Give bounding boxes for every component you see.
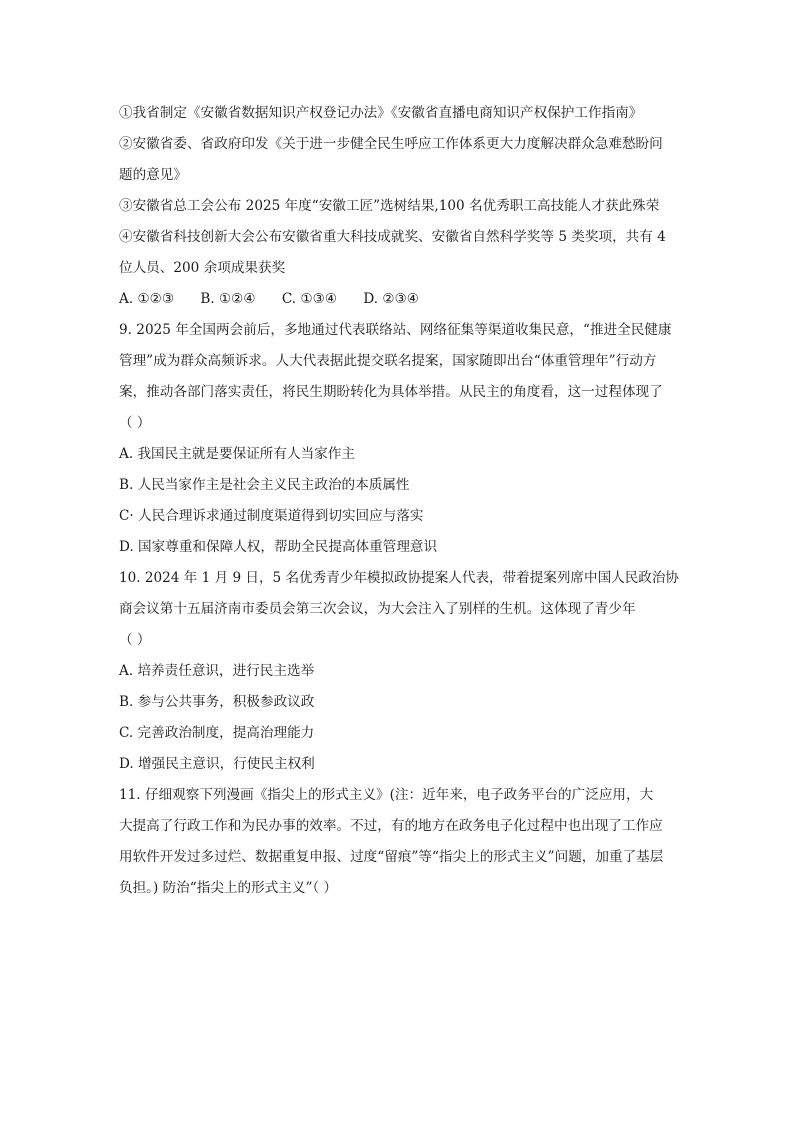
- q8-options: [119, 289, 679, 309]
- q8-item-1: ①我省制定《安徽省数据知识产权登记办法》《安徽省直播电商知识产权保护工作指南》: [119, 105, 643, 121]
- q9-option-a: A. 我国民主就是要保证所有人当家作主: [119, 446, 355, 462]
- q8-option-a: A. ①②③: [119, 291, 175, 307]
- q8-item-2: ②安徽省委、省政府印发《关于进一步健全民生呼应工作体系更大力度解决群众急难愁盼问: [119, 136, 663, 152]
- q8-item-3: ③安徽省总工会公布 2025 年度“安徽工匠”选树结果,100 名优秀职工高技能人才获此殊荣: [119, 198, 660, 214]
- q10-option-c: C. 完善政治制度，提高治理能力: [119, 725, 315, 741]
- q10-option-b: B. 参与公共事务，积极参政议政: [119, 694, 315, 710]
- q8-option-c: C. ①③④: [281, 291, 338, 307]
- q9-answer-blank: （ ）: [119, 415, 151, 431]
- q9-stem-line-2: 管理”成为群众高频诉求。人大代表据此提交联名提案，国家随即出台“体重管理年”行动方: [119, 353, 657, 369]
- q10-answer-blank: （ ）: [119, 632, 151, 648]
- q10-stem-line-2: 商会议第十五届济南市委员会第三次会议，为大会注入了别样的生机。这体现了青少年: [119, 601, 636, 617]
- q9-option-b: B. 人民当家作主是社会主义民主政治的本质属性: [119, 477, 410, 493]
- q11-stem-line-2: 大提高了行政工作和为民办事的效率。不过，有的地方在政务电子化过程中也出现了工作应: [119, 818, 663, 834]
- q8-item-2-cont: 题的意见》: [119, 167, 187, 183]
- q8-item-4: ④安徽省科技创新大会公布安徽省重大科技成就奖、安徽省自然科学奖等 5 类奖项，共有 4: [119, 229, 666, 245]
- q9-option-d: D. 国家尊重和保障人权，帮助全民提高体重管理意识: [119, 539, 438, 555]
- q11-stem-line-1: 11. 仔细观察下列漫画《指尖上的形式主义》(注：近年来，电子政务平台的广泛应用，大: [119, 787, 654, 803]
- q11-stem-line-4: 负担。) 防治“指尖上的形式主义”（ ）: [119, 880, 338, 896]
- q9-stem-line-1: 9. 2025 年全国两会前后，多地通过代表联络站、网络征集等渠道收集民意，“推进全民健康: [119, 322, 672, 338]
- q9-stem-line-3: 案，推动各部门落实责任，将民生期盼转化为具体举措。从民主的角度看，这一过程体现了: [119, 384, 663, 400]
- q10-option-a: A. 培养责任意识，进行民主选举: [119, 663, 315, 679]
- q8-option-d: D. ②③④: [363, 291, 419, 307]
- q8-option-b: B. ①②④: [200, 291, 256, 307]
- q11-stem-line-3: 用软件开发过多过烂、数据重复申报、过度“留痕”等“指尖上的形式主义”问题，加重了基层: [119, 849, 664, 865]
- q10-stem-line-1: 10. 2024 年 1 月 9 日，5 名优秀青少年模拟政协提案人代表，带着提案列席中国人民政治协: [119, 570, 679, 586]
- q10-option-d: D. 增强民主意识，行使民主权利: [119, 756, 315, 772]
- q8-item-4-cont: 位人员、200 余项成果获奖: [119, 260, 286, 276]
- q9-option-c: C· 人民合理诉求通过制度渠道得到切实回应与落实: [119, 508, 424, 524]
